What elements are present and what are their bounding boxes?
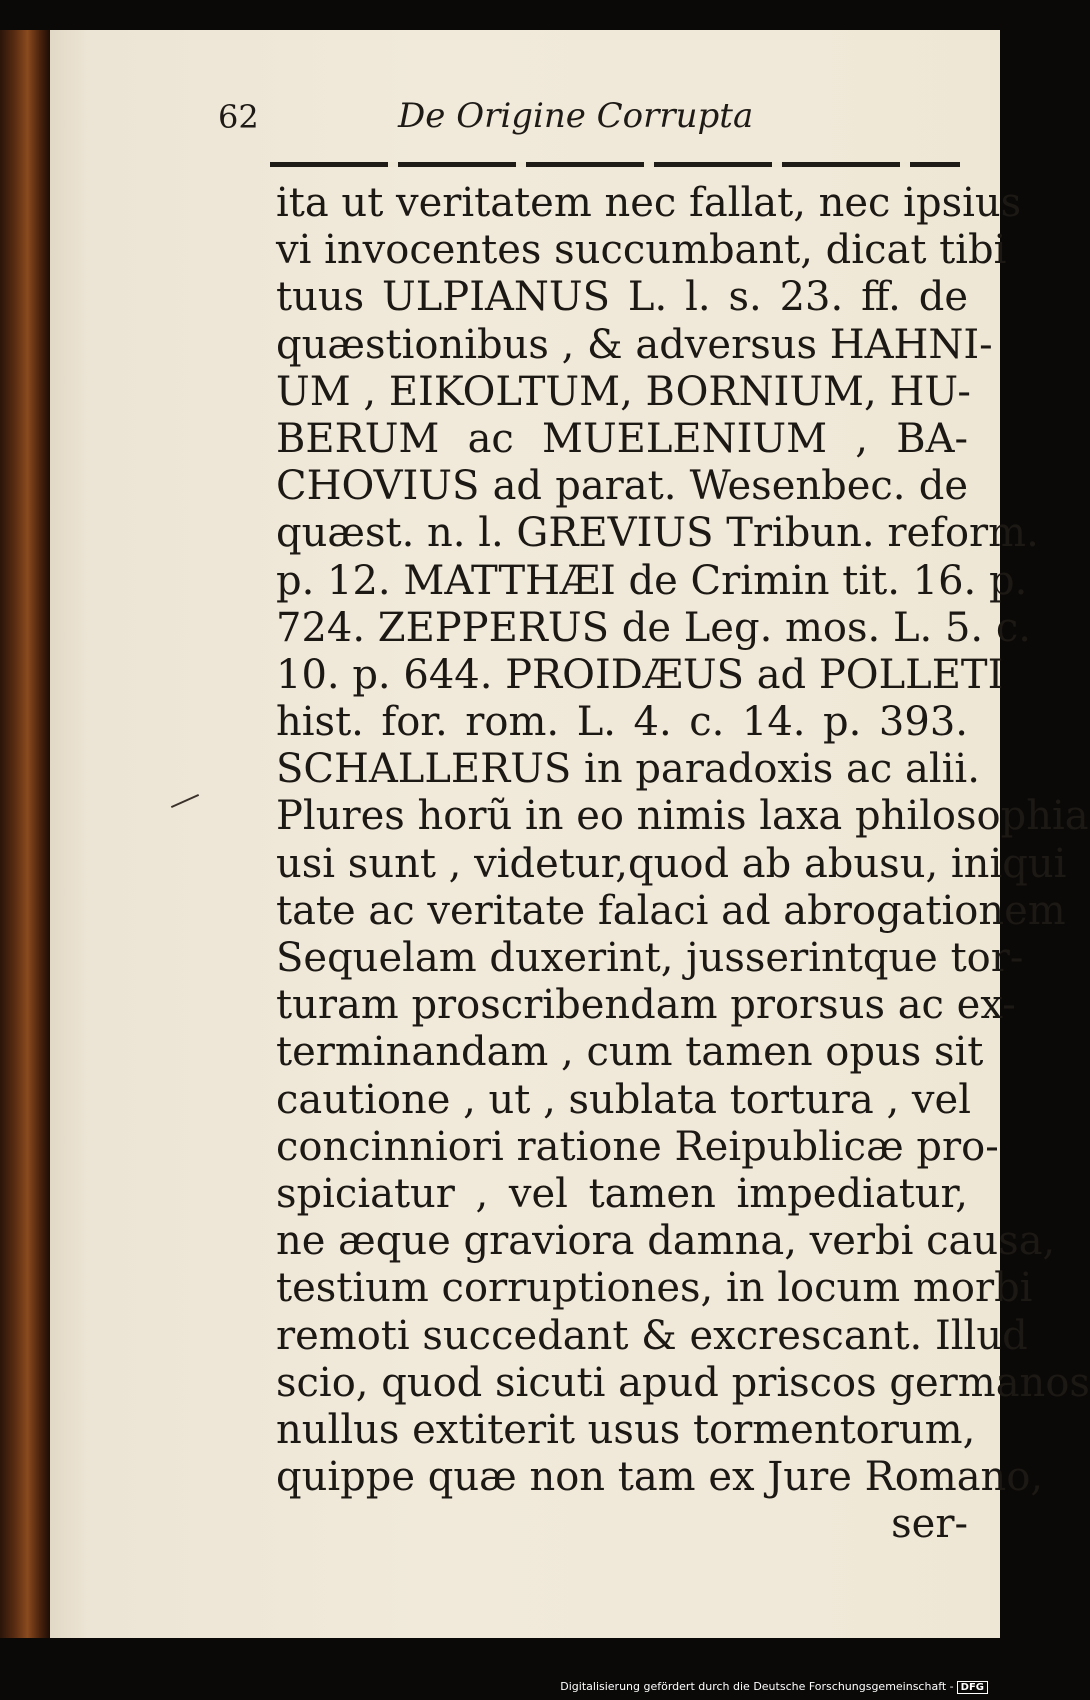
page-number: 62	[218, 98, 259, 136]
credit-text: Digitalisierung gefördert durch die Deutsche Forschungsgemeinschaft -	[560, 1680, 954, 1693]
text-line: turam proscribendam prorsus ac ex-	[276, 982, 1016, 1029]
text-line: vi invocentes succumbant, dicat tibi	[276, 227, 1007, 274]
text-line: BERUM ac MUELENIUM , BA-	[276, 415, 968, 462]
text-line: remoti succedant & excrescant. Illud	[276, 1312, 1028, 1359]
text-line: p. 12. MATTHÆI de Crimin tit. 16. p.	[276, 557, 1028, 604]
text-line: spiciatur , vel tamen impediatur,	[276, 1170, 968, 1217]
text-line: terminandam , cum tamen opus sit	[276, 1029, 984, 1076]
running-header	[218, 88, 918, 148]
text-line: SCHALLERUS in paradoxis ac alii.	[276, 746, 980, 793]
text-line: 724. ZEPPERUS de Leg. mos. L. 5. c.	[276, 604, 1031, 651]
text-line: 10. p. 644. PROIDÆUS ad POLLETI	[276, 651, 1004, 698]
text-line: Sequelam duxerint, jusserintque tor-	[276, 935, 1024, 981]
header-rule	[270, 162, 960, 167]
text-line: ita ut veritatem nec fallat, nec ipsius	[276, 180, 1022, 226]
text-line: quippe quæ non tam ex Jure Romano,	[276, 1454, 1044, 1501]
book-spine-edge	[0, 30, 50, 1638]
text-line: UM , EIKOLTUM, BORNIUM, HU-	[276, 368, 971, 415]
text-line: hist. for. rom. L. 4. c. 14. p. 393.	[276, 699, 968, 746]
text-line: Plures horũ in eo nimis laxa philosophia	[276, 793, 1089, 840]
text-line: usi sunt , videtur,quod ab abusu, iniqui	[276, 840, 1067, 887]
text-line: quæstionibus , & adversus HAHNI-	[276, 321, 993, 368]
digitization-credit	[560, 1680, 988, 1694]
text-line: ne æque graviora damna, verbi causa,	[276, 1218, 1056, 1265]
dfg-logo: DFG	[957, 1681, 988, 1694]
text-line: tate ac veritate falaci ad abrogationem	[276, 887, 1066, 934]
text-line: nullus extiterit usus tormentorum,	[276, 1406, 976, 1453]
page-body-text	[276, 180, 1090, 1548]
catchword: ser-	[891, 1501, 968, 1548]
text-line: testium corruptiones, in locum morbi	[276, 1265, 1033, 1312]
text-line: scio, quod sicuti apud priscos germanos	[276, 1359, 1090, 1406]
text-line: cautione , ut , sublata tortura , vel	[276, 1076, 971, 1123]
text-line: quæst. n. l. GREVIUS Tribun. reform.	[276, 510, 1039, 557]
text-line: concinniori ratione Reipublicæ pro-	[276, 1123, 999, 1170]
text-line: CHOVIUS ad parat. Wesenbec. de	[276, 463, 968, 510]
running-title: De Origine Corrupta	[398, 96, 754, 136]
text-line: tuus ULPIANUS L. l. s. 23. ff. de	[276, 274, 968, 321]
